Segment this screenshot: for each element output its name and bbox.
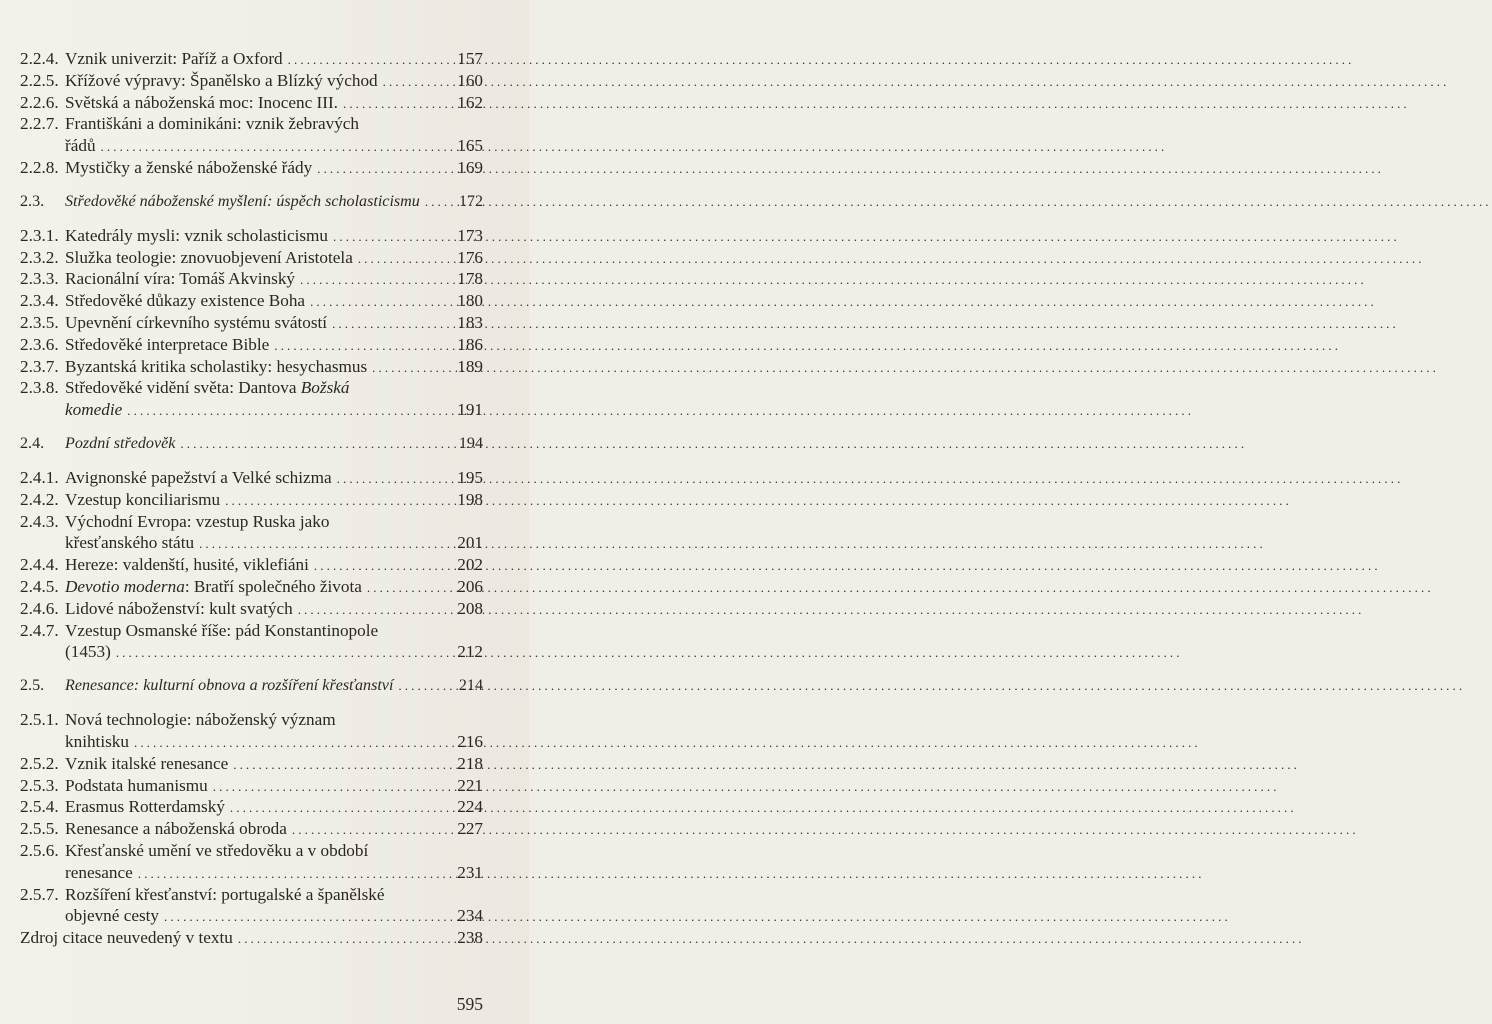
toc-entry [20, 818, 483, 840]
toc-page-number: 189 [457, 356, 483, 376]
toc-leader-dots [358, 248, 451, 270]
toc-entry [20, 356, 483, 378]
toc-entry-number: 2.5.6. [20, 840, 59, 860]
page-number: 595 [456, 994, 483, 1014]
toc-entry [20, 511, 483, 533]
toc-page-number: 231 [457, 862, 483, 882]
toc-entry-title: Středověké vidění světa: Dantova Božská [65, 378, 350, 398]
toc-leader-dots [101, 136, 451, 158]
toc-entry-number: 2.3.4. [20, 291, 59, 311]
toc-page-number: 173 [457, 225, 483, 245]
toc-entry-title: řádů [65, 136, 96, 156]
toc-page-number: 234 [457, 906, 483, 926]
section-gap [20, 663, 483, 675]
toc-leader-dots [398, 675, 451, 697]
toc-entry [20, 554, 483, 576]
toc-entry-number: 2.4.3. [20, 511, 59, 531]
toc-entry-title: Upevnění církevního systému svátostí [65, 312, 328, 332]
toc-page-number: 201 [457, 533, 483, 553]
toc-leader-dots [300, 269, 451, 291]
toc-entry [20, 399, 483, 421]
book-page [0, 0, 529, 1024]
toc-entry-title: křesťanského státu [65, 533, 195, 553]
toc-entry-number: 2.5.7. [20, 884, 59, 904]
toc-page-number: 208 [457, 598, 483, 618]
toc-entry-title: renesance [65, 862, 133, 882]
toc-entry-title: Pozdní středověk [65, 434, 176, 452]
toc-section-heading [20, 675, 483, 697]
section-gap [20, 213, 483, 225]
toc-entry-number: 2.4.2. [20, 489, 59, 509]
toc-entry-number: 2.2.4. [20, 49, 59, 68]
table-of-contents [20, 48, 483, 949]
toc-entry [20, 753, 483, 775]
toc-entry-title: Vznik italské renesance [65, 753, 229, 773]
toc-leader-dots [337, 468, 451, 490]
toc-entry [20, 796, 483, 818]
toc-entry [20, 268, 483, 290]
toc-entry-title: (1453) [65, 642, 111, 662]
toc-entry-title: Byzantská kritika scholastiky: hesychasmus [65, 356, 368, 376]
toc-entry [20, 135, 483, 157]
toc-entry [20, 641, 483, 663]
toc-entry [20, 312, 483, 334]
toc-section-heading [20, 433, 483, 455]
toc-entry-title: Služka teologie: znovuobjevení Aristotela [65, 247, 353, 267]
toc-page-number: 227 [457, 819, 483, 839]
toc-page-number: 176 [457, 247, 483, 267]
toc-page-number: 186 [457, 334, 483, 354]
toc-entry [20, 576, 483, 598]
toc-entry-title: Podstata humanismu [65, 775, 208, 795]
toc-entry-number: 2.5.5. [20, 819, 59, 839]
toc-page-number: 157 [457, 49, 483, 68]
toc-entry-title: Východní Evropa: vzestup Ruska jako [65, 511, 330, 531]
toc-entry-title: Středověké náboženské myšlení: úspěch scholasticismu [65, 192, 420, 210]
toc-entry-number: 2.4.1. [20, 467, 59, 487]
toc-page-number: 216 [457, 731, 483, 751]
toc-leader-dots [298, 599, 451, 621]
section-gap [20, 697, 483, 709]
toc-entry [20, 467, 483, 489]
toc-page-number: 172 [458, 192, 483, 210]
toc-leader-dots [372, 357, 451, 379]
toc-entry-title: Hereze: valdenští, husité, viklefiáni [65, 555, 309, 575]
toc-page-number: 202 [457, 555, 483, 575]
toc-leader-dots [134, 732, 451, 754]
toc-entry-number: 2.3. [20, 192, 45, 210]
toc-entry-title: Nová technologie: náboženský význam [65, 710, 336, 730]
toc-entry-number: 2.4.4. [20, 555, 59, 575]
toc-entry-title: komedie [65, 400, 123, 420]
toc-entry-number: 2.3.1. [20, 225, 59, 245]
toc-entry-number: 2.4.7. [20, 620, 59, 640]
toc-entry-number: 2.3.5. [20, 312, 59, 332]
toc-leader-dots [317, 158, 451, 180]
toc-entry [20, 905, 483, 927]
toc-entry-number: 2.4.5. [20, 576, 59, 596]
toc-page-number: 238 [457, 928, 483, 948]
toc-entry-number: 2.4.6. [20, 598, 59, 618]
toc-page-number: 198 [457, 489, 483, 509]
toc-page-number: 178 [457, 269, 483, 289]
toc-entry [20, 377, 483, 399]
toc-page-number: 214 [458, 677, 483, 695]
toc-entry [20, 532, 483, 554]
toc-page-number: 183 [457, 312, 483, 332]
toc-entry-number: 2.5.3. [20, 775, 59, 795]
toc-entry-title: Vzestup konciliarismu [65, 489, 221, 509]
toc-entry-title: Rozšíření křesťanství: portugalské a španělské [65, 884, 385, 904]
toc-page-number: 206 [457, 576, 483, 596]
toc-entry [20, 862, 483, 884]
toc-entry-title: Mystičky a ženské náboženské řády [65, 157, 313, 177]
toc-entry [20, 709, 483, 731]
toc-entry-title: Křížové výpravy: Španělsko a Blízký východ [65, 70, 378, 90]
toc-entry-number: 2.5.2. [20, 753, 59, 773]
toc-leader-dots [230, 797, 451, 819]
toc-entry-number: 2.2.5. [20, 70, 59, 90]
toc-entry-number: 2.2.7. [20, 114, 59, 134]
toc-entry-number: 2.5.1. [20, 710, 59, 730]
toc-leader-dots [127, 400, 451, 422]
toc-entry [20, 620, 483, 642]
toc-page-number: 224 [457, 797, 483, 817]
toc-entry [20, 157, 483, 179]
toc-page-number: 212 [457, 642, 483, 662]
toc-leader-dots [238, 928, 451, 950]
toc-page-number: 160 [457, 70, 483, 90]
toc-leader-dots [425, 191, 451, 213]
toc-leader-dots [138, 863, 451, 885]
section-gap [20, 421, 483, 433]
toc-leader-dots [288, 49, 451, 71]
toc-entry-title: Lidové náboženství: kult svatých [65, 598, 293, 618]
toc-entry-number: 2.5. [20, 677, 45, 695]
toc-entry-number: 2.2.8. [20, 157, 59, 177]
toc-leader-dots [332, 313, 451, 335]
toc-entry [20, 48, 483, 70]
toc-leader-dots [314, 555, 451, 577]
toc-page-number: 221 [457, 775, 483, 795]
toc-leader-dots [233, 754, 451, 776]
toc-entry-title: Katedrály mysli: vznik scholasticismu [65, 225, 329, 245]
toc-entry-number: 2.3.8. [20, 378, 59, 398]
toc-leader-dots [164, 906, 451, 928]
toc-leader-dots [225, 490, 451, 512]
toc-entry [20, 70, 483, 92]
toc-entry-number: 2.5.4. [20, 797, 59, 817]
toc-leader-dots [343, 93, 451, 115]
toc-leader-dots [383, 71, 451, 93]
toc-entry-title: Křesťanské umění ve středověku a v období [65, 840, 369, 860]
toc-entry [20, 334, 483, 356]
toc-entry-title: Devotio moderna: Bratří společného života [65, 576, 362, 596]
toc-entry-title: Středověké interpretace Bible [65, 334, 270, 354]
toc-entry-title: Racionální víra: Tomáš Akvinský [65, 269, 296, 289]
toc-entry-number: 2.2.6. [20, 92, 59, 112]
toc-entry [20, 840, 483, 862]
toc-entry [20, 598, 483, 620]
toc-page-number: 169 [457, 157, 483, 177]
toc-entry [20, 290, 483, 312]
toc-entry [20, 247, 483, 269]
toc-entry [20, 225, 483, 247]
toc-entry [20, 92, 483, 114]
toc-entry-title: Vznik univerzit: Paříž a Oxford [65, 49, 283, 68]
toc-section-heading [20, 191, 483, 213]
toc-entry-title: Renesance: kulturní obnova a rozšíření křesťanství [65, 677, 394, 695]
toc-entry-title: Zdroj citace neuvedený v textu [20, 928, 233, 948]
toc-leader-dots [180, 433, 451, 455]
toc-page-number: 195 [457, 467, 483, 487]
toc-page-number: 165 [457, 136, 483, 156]
section-gap [20, 455, 483, 467]
toc-page-number: 191 [457, 400, 483, 420]
toc-entry-title: Erasmus Rotterdamský [65, 797, 225, 817]
toc-entry-title: objevné cesty [65, 906, 160, 926]
toc-entry [20, 731, 483, 753]
section-gap [20, 179, 483, 191]
toc-leader-dots [310, 291, 451, 313]
toc-entry [20, 884, 483, 906]
toc-entry [20, 113, 483, 135]
toc-entry-title: Světská a náboženská moc: Inocenc III. [65, 92, 338, 112]
toc-entry [20, 489, 483, 511]
toc-leader-dots [213, 776, 451, 798]
toc-page-number: 218 [457, 753, 483, 773]
toc-leader-dots [199, 533, 451, 555]
toc-entry-number: 2.3.7. [20, 356, 59, 376]
toc-entry-title: Avignonské papežství a Velké schizma [65, 467, 332, 487]
toc-entry-title: Vzestup Osmanské říše: pád Konstantinopole [65, 620, 379, 640]
toc-entry-title: Františkáni a dominikáni: vznik žebravých [65, 114, 360, 134]
toc-leader-dots [367, 577, 451, 599]
toc-entry-title: knihtisku [65, 731, 129, 751]
toc-page-number: 162 [457, 92, 483, 112]
toc-leader-dots [292, 819, 451, 841]
toc-entry-number: 2.3.2. [20, 247, 59, 267]
toc-entry [20, 775, 483, 797]
toc-entry-title: Renesance a náboženská obroda [65, 819, 287, 839]
toc-entry [20, 927, 483, 949]
toc-leader-dots [116, 642, 451, 664]
toc-page-number: 194 [458, 434, 483, 452]
toc-entry-number: 2.4. [20, 434, 45, 452]
toc-entry-number: 2.3.6. [20, 334, 59, 354]
toc-leader-dots [333, 226, 451, 248]
toc-entry-number: 2.3.3. [20, 269, 59, 289]
toc-entry-title: Středověké důkazy existence Boha [65, 291, 306, 311]
toc-page-number: 180 [457, 291, 483, 311]
toc-leader-dots [274, 335, 451, 357]
